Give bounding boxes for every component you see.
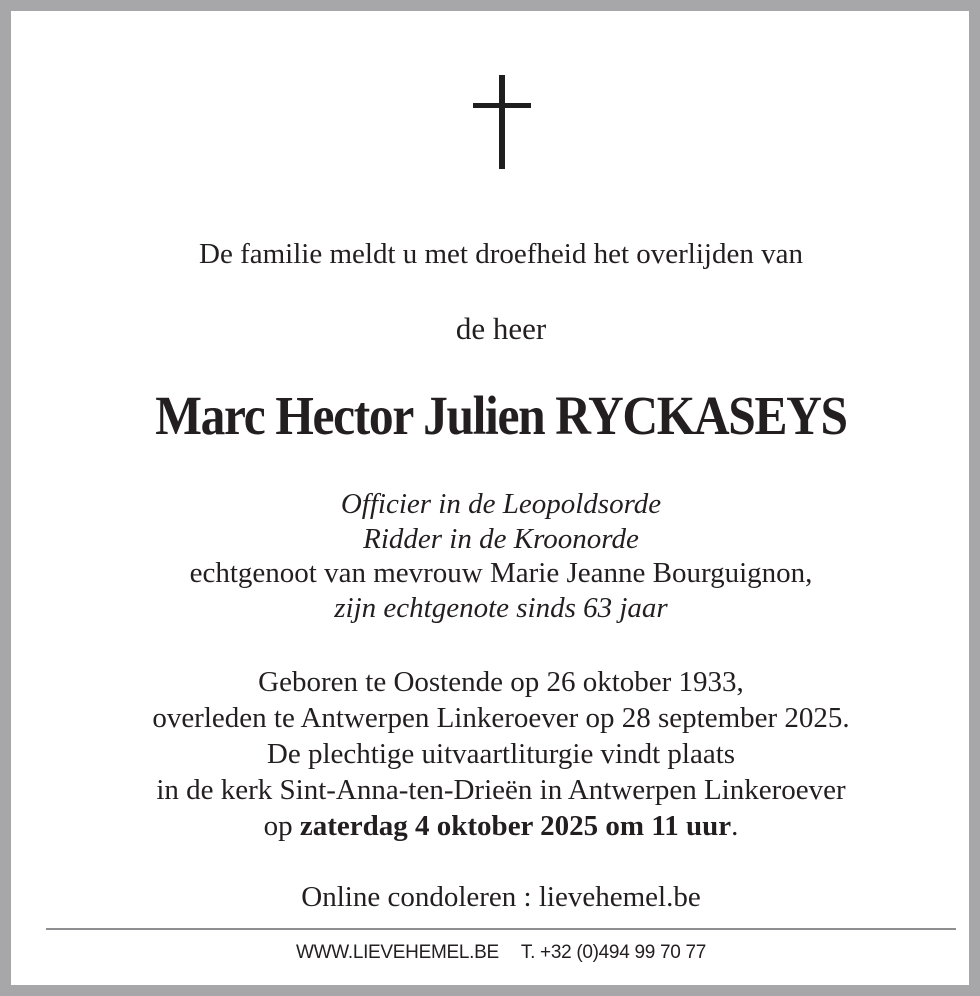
salutation: de heer xyxy=(455,311,547,346)
ceremony-line-1: De plechtige uitvaartliturgie vindt plaats xyxy=(266,738,736,770)
footer-phone: T. +32 (0)494 99 70 77 xyxy=(520,942,707,963)
footer xyxy=(11,938,980,968)
ceremony-suffix: . xyxy=(731,810,739,842)
divider xyxy=(46,928,956,930)
honors-block xyxy=(11,487,980,625)
online-condolences: Online condoleren : lievehemel.be xyxy=(301,881,701,913)
death-line: overleden te Antwerpen Linkeroever op 28 september 2025. xyxy=(152,702,850,734)
spouse-since: zijn echtgenote sinds 63 jaar xyxy=(334,591,668,624)
spouse-line: echtgenoot van mevrouw Marie Jeanne Bourguignon, xyxy=(189,557,813,589)
details-block xyxy=(11,664,980,844)
cross-icon xyxy=(473,75,531,169)
ceremony-line-2: in de kerk Sint-Anna-ten-Drieën in Antwerpen Linkeroever xyxy=(156,774,846,806)
ceremony-datetime: zaterdag 4 oktober 2025 om 11 uur xyxy=(299,810,732,842)
honor-kroon: Ridder in de Kroonorde xyxy=(363,522,639,555)
intro-text: De familie meldt u met droefheid het overlijden van xyxy=(199,238,803,270)
birth-line: Geboren te Oostende op 26 oktober 1933, xyxy=(258,666,744,698)
deceased-name: Marc Hector Julien RYCKASEYS xyxy=(155,385,847,446)
ceremony-date-line xyxy=(11,808,980,844)
footer-website[interactable]: WWW.LIEVEHEMEL.BE xyxy=(295,942,499,963)
ceremony-prefix: op xyxy=(263,810,293,842)
honor-leopold: Officier in de Leopoldsorde xyxy=(340,488,662,520)
